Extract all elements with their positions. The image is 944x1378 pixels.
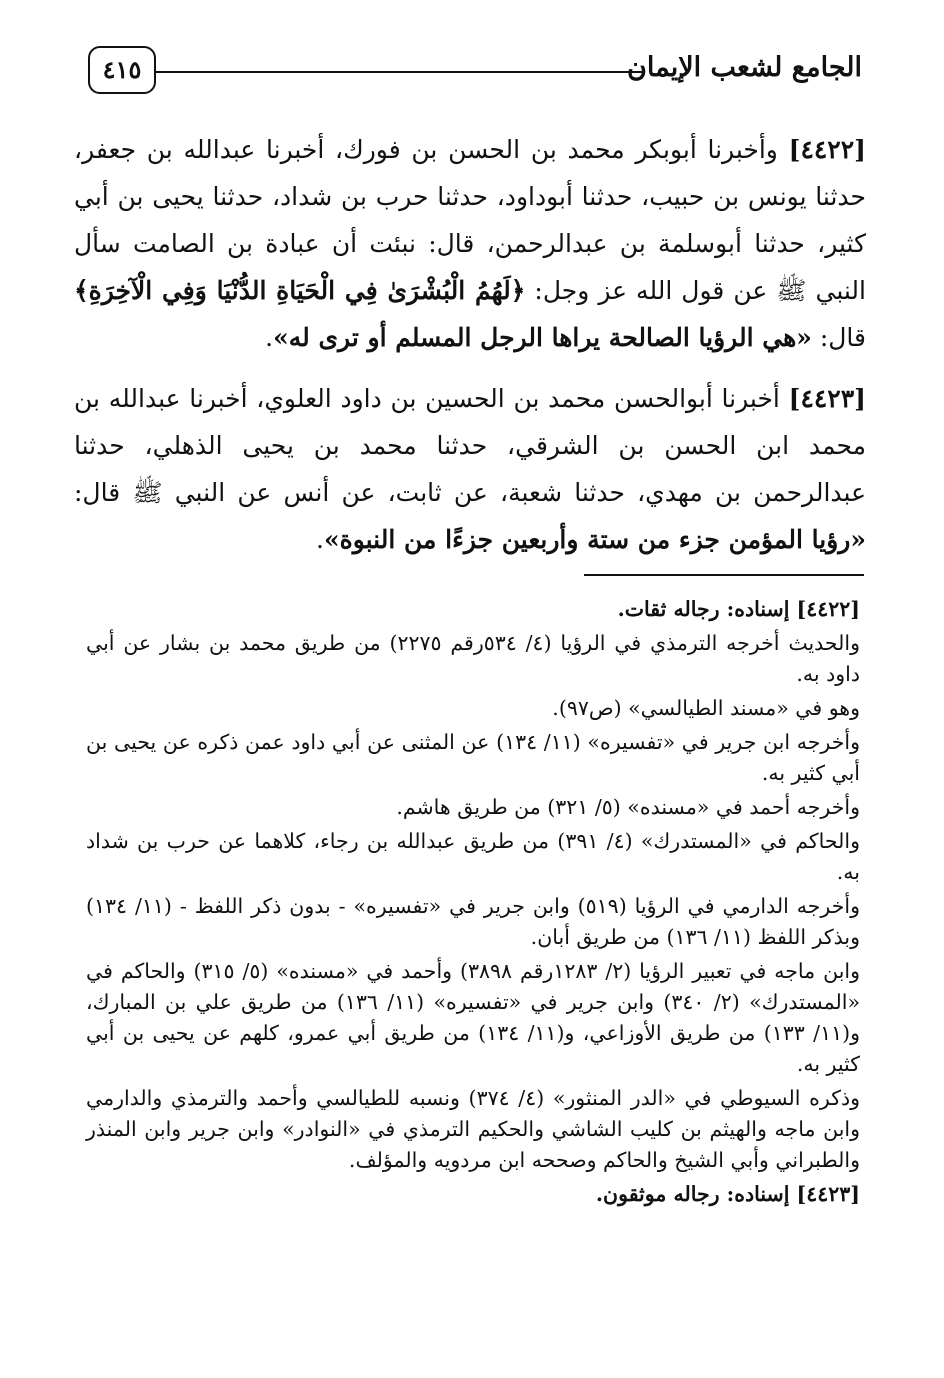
footnote-paragraph: وأخرجه ابن جرير في «تفسيره» (١١/ ١٣٤) عن المثنى عن أبي داود عمن ذكره عن يحيى بن أبي كثير به. [86, 730, 860, 785]
footnote-number: [٤٤٢٢] [796, 597, 860, 621]
footnote-paragraph: وابن ماجه في تعبير الرؤيا (٢/ ١٢٨٣رقم ٣٨٩٨) وأحمد في «مسنده» (٥/ ٣١٥) والحاكم في «المستدرك» (٢/ ٣٤٠) وابن جرير في «تفسيره» (١١/ ١٣٦) من طريق علي بن المبارك، و(١١/ ١٣٣) من طريق الأوزاعي، و(١١/ ١٣٤) من طريق أبي عمرو، كلهم عن يحيى بن أبي كثير به. [86, 959, 861, 1076]
page-header [88, 42, 862, 102]
footnote-separator [584, 574, 864, 576]
footnote-text: إسناده: رجاله ثقات. [617, 597, 797, 621]
footnote-paragraph: وأخرجه الدارمي في الرؤيا (٥١٩) وابن جرير في «تفسيره» - بدون ذكر اللفظ - (١١/ ١٣٤) وبذكر اللفظ (١١/ ١٣٦) من طريق أبان. [86, 894, 860, 949]
footnote-4423 [86, 1179, 860, 1210]
footnote-4422 [86, 594, 860, 625]
footnote-paragraph: والحاكم في «المستدرك» (٤/ ٣٩١) من طريق عبدالله بن رجاء، كلاهما عن حرب بن شداد به. [86, 829, 860, 884]
header-rule [154, 71, 644, 73]
book-title: الجامع لشعب الإيمان [627, 52, 862, 83]
quran-verse: ﴿لَهُمُ الْبُشْرَىٰ فِي الْحَيَاةِ الدُّنْيَا وَفِي الْآخِرَةِ﴾ [74, 276, 526, 305]
hadith-chain: أخبرنا أبوالحسن محمد بن الحسين بن داود العلوي، أخبرنا عبدالله بن محمد ابن الحسن بن الشرقي، حدثنا محمد بن يحيى الذهلي، حدثنا عبدالرحمن بن مهدي، حدثنا شعبة، عن ثابت، عن أنس عن النبي ﷺ قال: [74, 384, 866, 507]
footnote-paragraph: وأخرجه أحمد في «مسنده» (٥/ ٣٢١) من طريق هاشم. [396, 795, 860, 819]
hadith-number: [٤٤٢٣] [788, 384, 866, 413]
hadith-4422 [74, 126, 866, 361]
hadith-chain: وأخبرنا أبوبكر محمد بن الحسن بن فورك، أخبرنا عبدالله بن جعفر، حدثنا يونس بن حبيب، حدثنا أبوداود، حدثنا حرب بن شداد، حدثنا يحيى بن أبي كثير، حدثنا أبوسلمة بن عبدالرحمن، قال: نبئت أن عبادة بن الصامت سأل النبي ﷺ عن قول الله عز وجل: [74, 135, 866, 305]
footnote-paragraph: وهو في «مسند الطيالسي» (ص٩٧). [552, 696, 860, 720]
footnote-paragraph: وذكره السيوطي في «الدر المنثور» (٤/ ٣٧٤) ونسبه للطيالسي وأحمد والترمذي والدارمي وابن ماجه والهيثم بن كليب الشاشي والحكيم الترمذي في «النوادر» وابن جرير وابن المنذر والطبراني وأبي الشيخ والحاكم وصححه ابن مردويه والمؤلف. [86, 1086, 860, 1172]
hadith-text: «رؤيا المؤمن جزء من ستة وأربعين جزءًا من النبوة» [324, 525, 866, 554]
hadith-end: . [316, 525, 324, 554]
main-text [74, 126, 866, 577]
hadith-text: «هي الرؤيا الصالحة يراها الرجل المسلم أو ترى له» [273, 323, 812, 352]
hadith-number: [٤٤٢٢] [788, 135, 866, 164]
footnote-paragraph: والحديث أخرجه الترمذي في الرؤيا (٤/ ٥٣٤رقم ٢٢٧٥) من طريق محمد بن بشار عن أبي داود به. [86, 631, 860, 686]
footnote-text: إسناده: رجاله موثقون. [595, 1182, 797, 1206]
footnote-number: [٤٤٢٣] [796, 1182, 860, 1206]
footnotes [86, 594, 860, 1213]
hadith-end: . [265, 323, 274, 352]
hadith-4423 [74, 375, 866, 563]
page-number: ٤١٥ [88, 46, 156, 94]
hadith-connector: قال: [811, 323, 866, 352]
